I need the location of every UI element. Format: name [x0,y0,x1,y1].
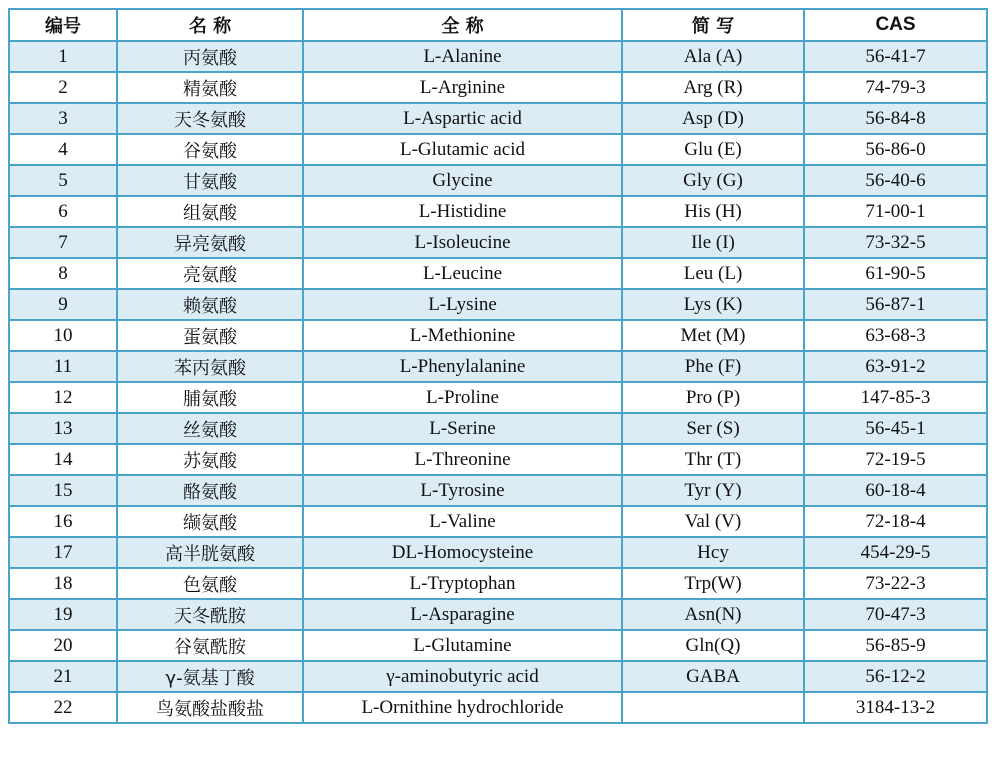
cell-name: 高半胱氨酸 [117,537,303,568]
cell-full-name: L-Tyrosine [303,475,622,506]
table-row [9,661,987,692]
cell-name: 谷氨酰胺 [117,630,303,661]
cell-abbreviation: Trp(W) [622,568,804,599]
cell-full-name: L-Serine [303,413,622,444]
table-row [9,506,987,537]
cell-full-name: L-Glutamic acid [303,134,622,165]
cell-abbreviation: Ser (S) [622,413,804,444]
cell-cas: 61-90-5 [804,258,987,289]
table-row [9,41,987,72]
cell-cas: 56-87-1 [804,289,987,320]
cell-abbreviation: Asn(N) [622,599,804,630]
cell-name: 组氨酸 [117,196,303,227]
cell-name: 苯丙氨酸 [117,351,303,382]
table-row [9,413,987,444]
cell-abbreviation: Glu (E) [622,134,804,165]
cell-cas: 56-12-2 [804,661,987,692]
cell-no: 10 [9,320,117,351]
table-row [9,692,987,723]
cell-abbreviation: GABA [622,661,804,692]
cell-cas: 3184-13-2 [804,692,987,723]
cell-name: 异亮氨酸 [117,227,303,258]
table-row [9,134,987,165]
table-row [9,475,987,506]
cell-full-name: L-Asparagine [303,599,622,630]
cell-abbreviation: Phe (F) [622,351,804,382]
cell-full-name: L-Histidine [303,196,622,227]
table-row [9,196,987,227]
cell-cas: 72-19-5 [804,444,987,475]
cell-full-name: Glycine [303,165,622,196]
cell-name: 色氨酸 [117,568,303,599]
cell-full-name: L-Tryptophan [303,568,622,599]
cell-full-name: L-Ornithine hydrochloride [303,692,622,723]
cell-cas: 56-41-7 [804,41,987,72]
cell-no: 16 [9,506,117,537]
cell-name: 脯氨酸 [117,382,303,413]
cell-full-name: γ-aminobutyric acid [303,661,622,692]
cell-abbreviation: Asp (D) [622,103,804,134]
cell-abbreviation: Gly (G) [622,165,804,196]
cell-full-name: L-Phenylalanine [303,351,622,382]
cell-cas: 147-85-3 [804,382,987,413]
cell-cas: 56-84-8 [804,103,987,134]
cell-full-name: L-Valine [303,506,622,537]
cell-full-name: L-Proline [303,382,622,413]
cell-no: 2 [9,72,117,103]
cell-abbreviation: Val (V) [622,506,804,537]
cell-cas: 454-29-5 [804,537,987,568]
cell-name: 蛋氨酸 [117,320,303,351]
amino-acid-table [8,8,988,724]
cell-full-name: L-Threonine [303,444,622,475]
cell-name: 亮氨酸 [117,258,303,289]
cell-name: 谷氨酸 [117,134,303,165]
cell-cas: 56-86-0 [804,134,987,165]
cell-full-name: DL-Homocysteine [303,537,622,568]
cell-cas: 56-85-9 [804,630,987,661]
table-row [9,258,987,289]
cell-name: γ-氨基丁酸 [117,661,303,692]
table-row [9,289,987,320]
table-row [9,320,987,351]
cell-full-name: L-Methionine [303,320,622,351]
cell-cas: 63-91-2 [804,351,987,382]
cell-name: 天冬酰胺 [117,599,303,630]
table-body [9,41,987,723]
cell-abbreviation: Arg (R) [622,72,804,103]
header-cas: CAS [804,9,987,41]
cell-no: 19 [9,599,117,630]
table-row [9,537,987,568]
cell-cas: 56-45-1 [804,413,987,444]
cell-cas: 70-47-3 [804,599,987,630]
cell-abbreviation [622,692,804,723]
cell-full-name: L-Arginine [303,72,622,103]
cell-no: 17 [9,537,117,568]
table-row [9,103,987,134]
cell-no: 6 [9,196,117,227]
table-row [9,227,987,258]
header-no: 编号 [9,9,117,41]
table-row [9,72,987,103]
header-name: 名 称 [117,9,303,41]
cell-no: 15 [9,475,117,506]
cell-name: 苏氨酸 [117,444,303,475]
cell-name: 丙氨酸 [117,41,303,72]
cell-no: 5 [9,165,117,196]
cell-name: 酪氨酸 [117,475,303,506]
header-abbreviation: 简 写 [622,9,804,41]
cell-full-name: L-Glutamine [303,630,622,661]
table-row [9,599,987,630]
cell-abbreviation: Ile (I) [622,227,804,258]
cell-name: 丝氨酸 [117,413,303,444]
cell-cas: 73-32-5 [804,227,987,258]
cell-abbreviation: Thr (T) [622,444,804,475]
cell-no: 18 [9,568,117,599]
cell-name: 甘氨酸 [117,165,303,196]
cell-cas: 73-22-3 [804,568,987,599]
cell-abbreviation: Lys (K) [622,289,804,320]
table-row [9,444,987,475]
table-row [9,382,987,413]
table-row [9,568,987,599]
cell-no: 9 [9,289,117,320]
cell-no: 3 [9,103,117,134]
cell-no: 13 [9,413,117,444]
cell-abbreviation: Ala (A) [622,41,804,72]
cell-no: 22 [9,692,117,723]
cell-abbreviation: His (H) [622,196,804,227]
cell-no: 12 [9,382,117,413]
cell-full-name: L-Alanine [303,41,622,72]
cell-cas: 74-79-3 [804,72,987,103]
cell-no: 7 [9,227,117,258]
cell-no: 20 [9,630,117,661]
cell-cas: 71-00-1 [804,196,987,227]
cell-full-name: L-Lysine [303,289,622,320]
cell-name: 天冬氨酸 [117,103,303,134]
cell-abbreviation: Leu (L) [622,258,804,289]
header-full-name: 全 称 [303,9,622,41]
cell-abbreviation: Tyr (Y) [622,475,804,506]
cell-abbreviation: Hcy [622,537,804,568]
cell-no: 14 [9,444,117,475]
cell-no: 21 [9,661,117,692]
cell-abbreviation: Pro (P) [622,382,804,413]
table-row [9,165,987,196]
cell-abbreviation: Gln(Q) [622,630,804,661]
cell-full-name: L-Isoleucine [303,227,622,258]
cell-no: 11 [9,351,117,382]
cell-name: 赖氨酸 [117,289,303,320]
cell-no: 8 [9,258,117,289]
table-row [9,630,987,661]
cell-cas: 60-18-4 [804,475,987,506]
table-row [9,351,987,382]
amino-acid-table-container [8,8,988,724]
cell-no: 1 [9,41,117,72]
cell-name: 精氨酸 [117,72,303,103]
cell-no: 4 [9,134,117,165]
cell-cas: 56-40-6 [804,165,987,196]
cell-name: 鸟氨酸盐酸盐 [117,692,303,723]
header-row [9,9,987,41]
cell-cas: 72-18-4 [804,506,987,537]
cell-abbreviation: Met (M) [622,320,804,351]
cell-cas: 63-68-3 [804,320,987,351]
cell-full-name: L-Leucine [303,258,622,289]
cell-full-name: L-Aspartic acid [303,103,622,134]
cell-name: 缬氨酸 [117,506,303,537]
